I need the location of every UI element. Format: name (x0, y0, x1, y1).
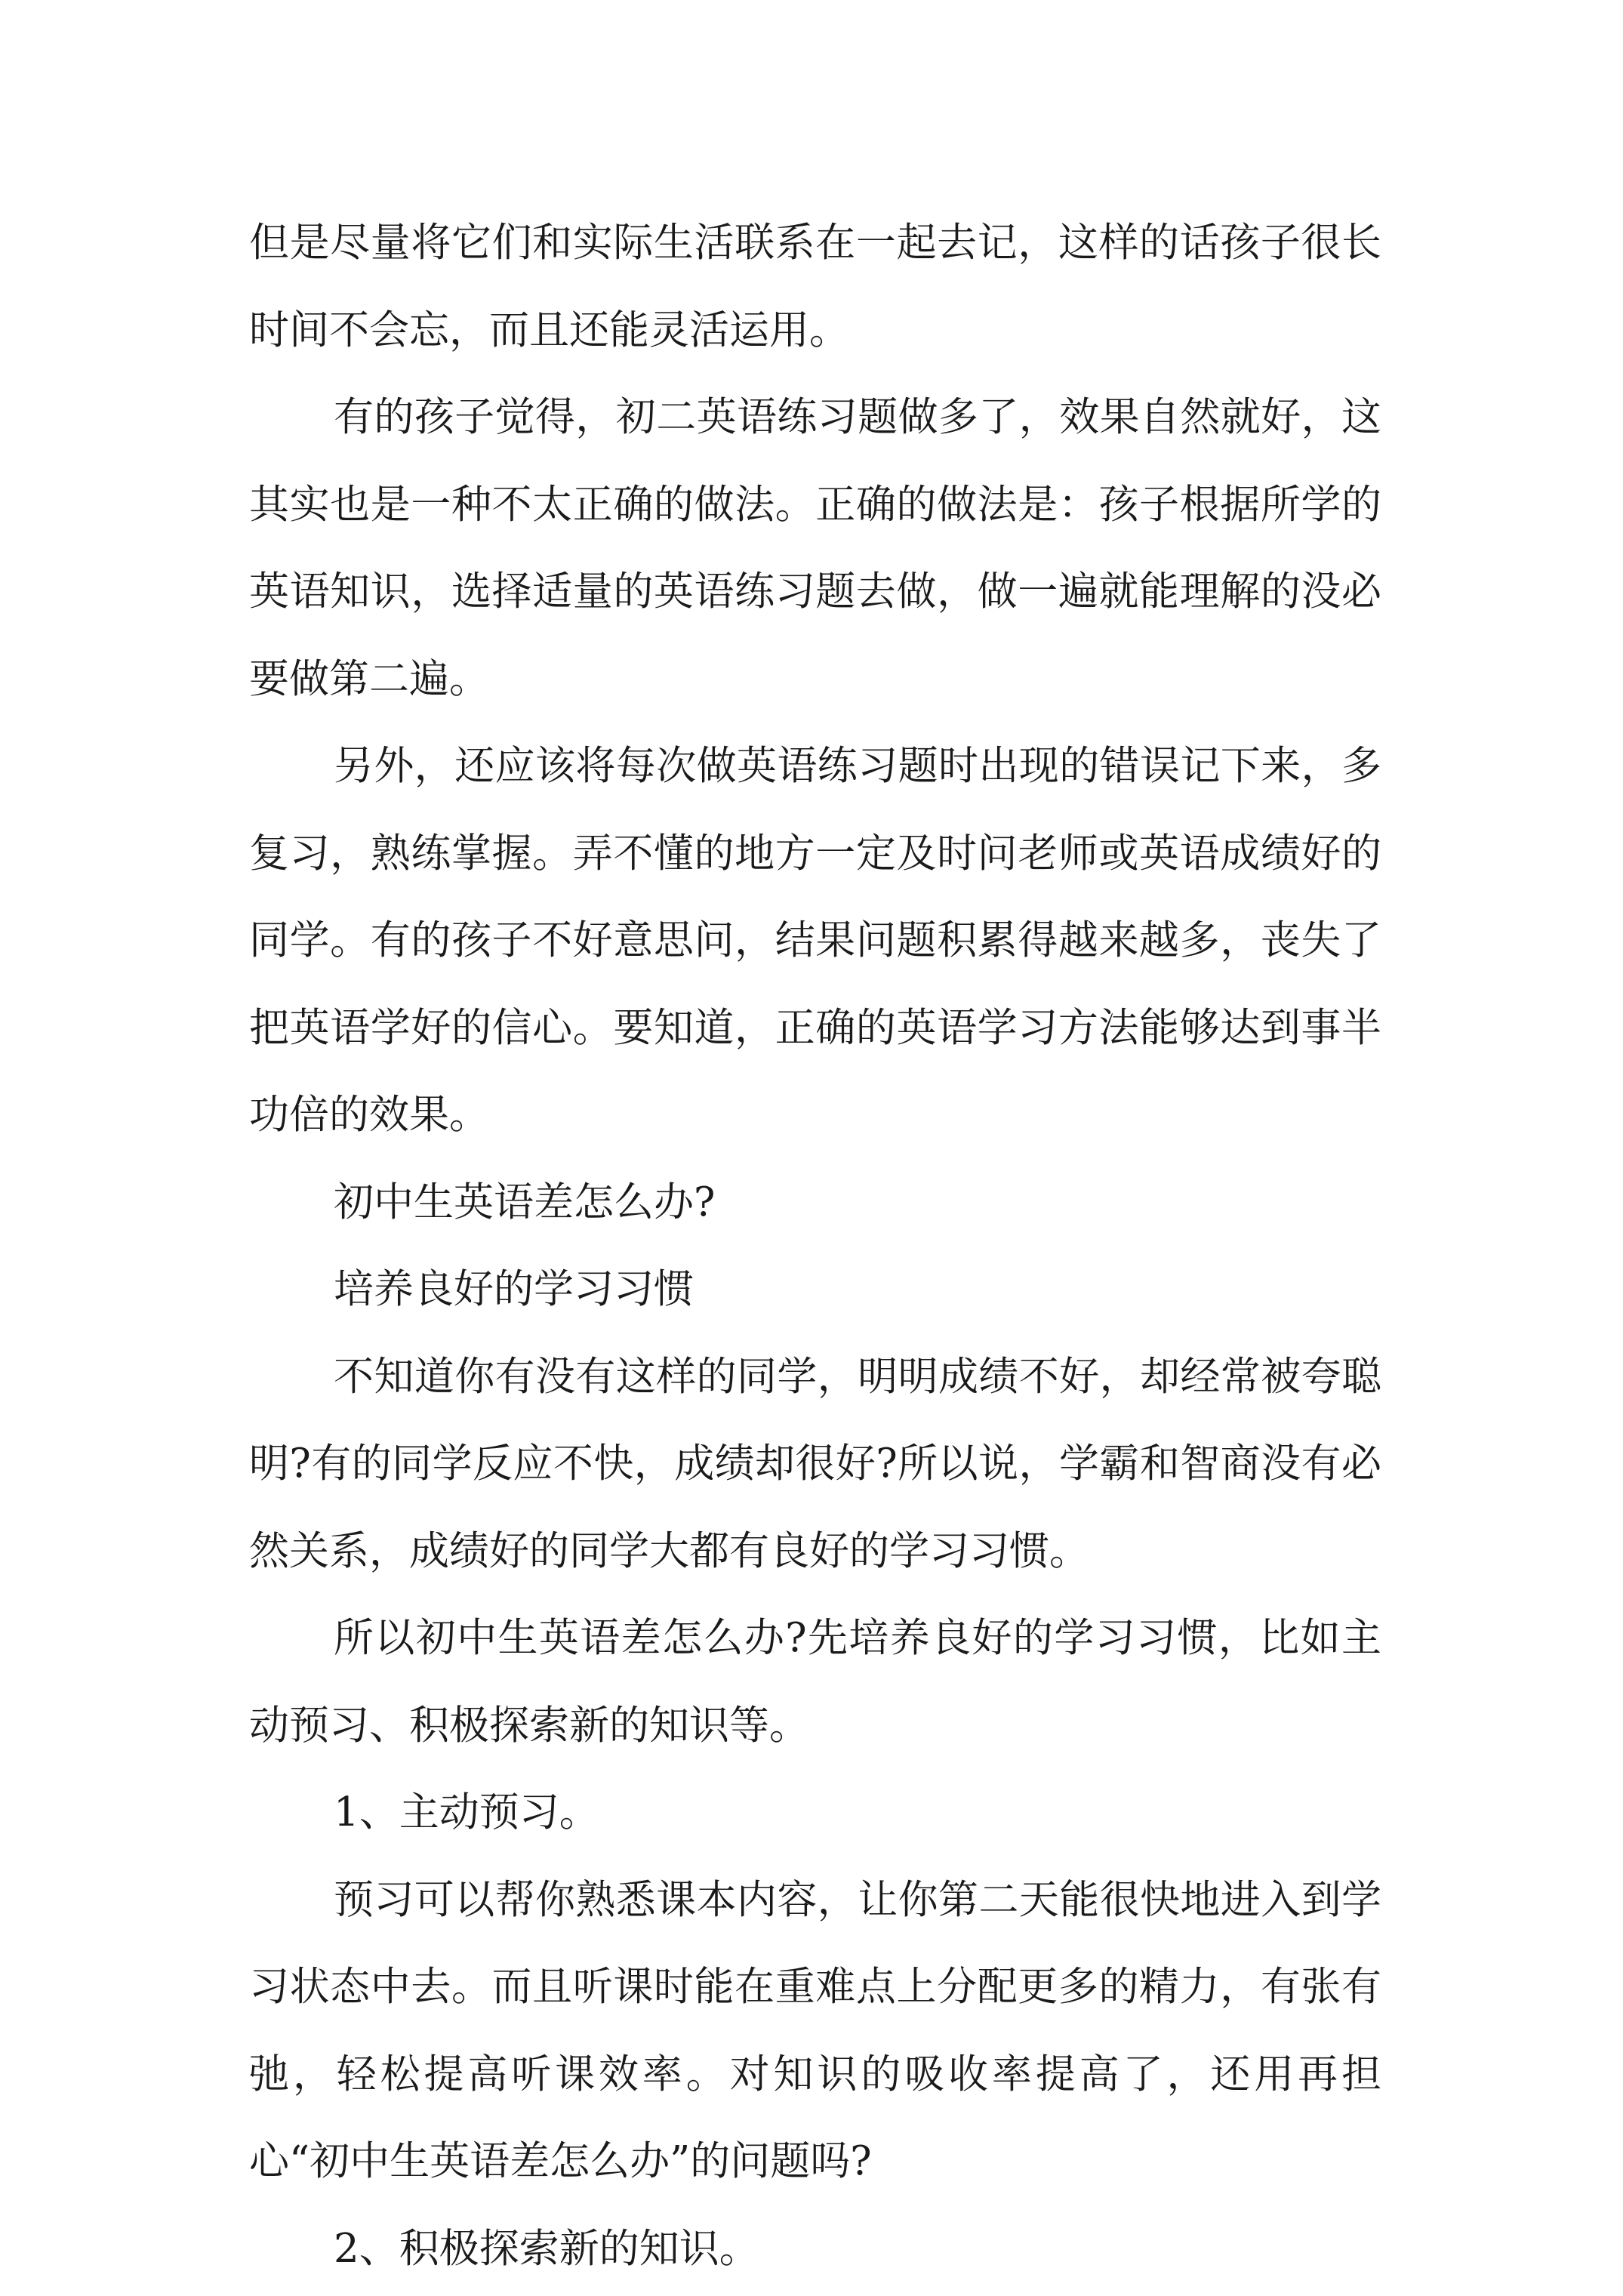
paragraph-5: 所以初中生英语差怎么办?先培养良好的学习习惯，比如主动预习、积极探索新的知识等。 (249, 1615, 1381, 1749)
list-item-2-heading: 2、积极探索新的知识。 (334, 2225, 759, 2272)
paragraph-1: 但是尽量将它们和实际生活联系在一起去记，这样的话孩子很长时间不会忘，而且还能灵活运用。 (249, 220, 1381, 353)
document-page (249, 199, 1381, 2292)
list-item-1-heading: 1、主动预习。 (334, 1789, 599, 1835)
paragraph-4: 不知道你有没有这样的同学，明明成绩不好，却经常被夸聪明?有的同学反应不快，成绩却很好?所以说，学霸和智商没有必然关系，成绩好的同学大都有良好的学习习惯。 (249, 1353, 1381, 1574)
section-question: 初中生英语差怎么办? (334, 1179, 716, 1225)
paragraph-2: 有的孩子觉得，初二英语练习题做多了，效果自然就好，这其实也是一种不太正确的做法。正确的做法是：孩子根据所学的英语知识，选择适量的英语练习题去做，做一遍就能理解的没必要做第二遍。 (249, 394, 1381, 702)
section-heading: 培养良好的学习习惯 (334, 1266, 694, 1312)
paragraph-3: 另外，还应该将每次做英语练习题时出现的错误记下来，多复习，熟练掌握。弄不懂的地方一定及时问老师或英语成绩好的同学。有的孩子不好意思问，结果问题积累得越来越多，丧失了把英语学好的信心。要知道，正确的英语学习方法能够达到事半功倍的效果。 (249, 743, 1381, 1138)
paragraph-6: 预习可以帮你熟悉课本内容，让你第二天能很快地进入到学习状态中去。而且听课时能在重难点上分配更多的精力，有张有弛，轻松提高听课效率。对知识的吸收率提高了，还用再担心“初中生英语差怎么办”的问题吗? (249, 1876, 1381, 2184)
